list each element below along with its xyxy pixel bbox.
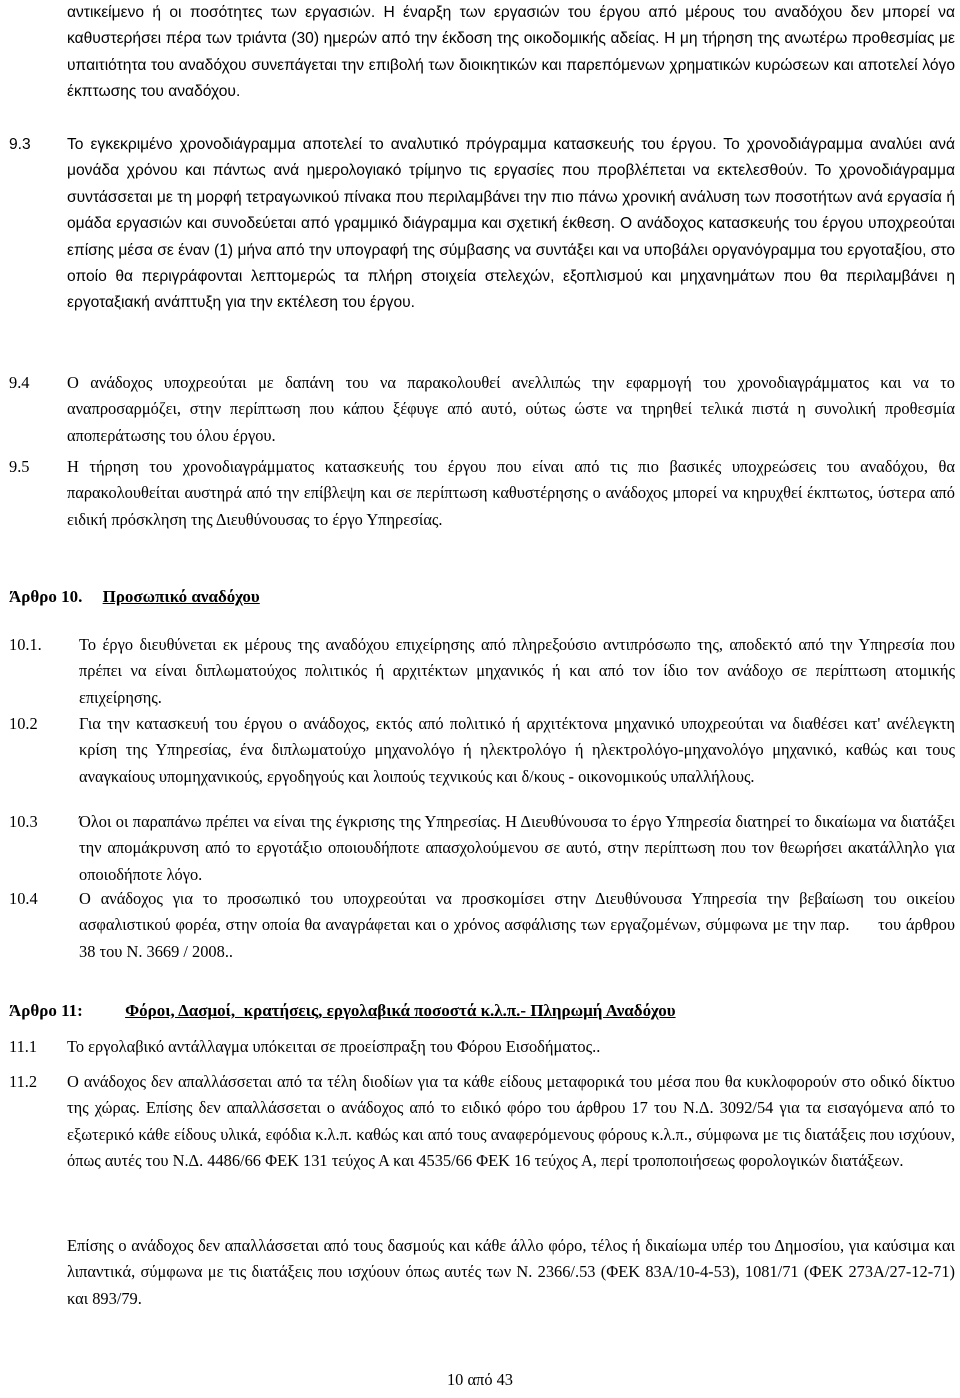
clause-9-5 <box>0 454 960 564</box>
clause-text: Όλοι οι παραπάνω πρέπει να είναι της έγκρισης της Υπηρεσίας. Η Διευθύνουσα το έργο Υπηρεσία διατηρεί το δικαίωμα να διατάξει την απομάκρυνση από το εργοτάξιο οποιουδήποτε απασχολούμενου σε αυτό, στην περίπτωση που τον θεωρήσει ακατάλληλο για οποιοδήποτε λόγο. <box>79 812 955 884</box>
clause-9-4 <box>0 370 960 450</box>
clause-text: Ο ανάδοχος υποχρεούται με δαπάνη του να παρακολουθεί ανελλιπώς την εφαρμογή του χρονοδιαγράμματος και να το αναπροσαρμόζει, στην περίπτωση που κάπου ξέφυγε από αυτό, ούτως ώστε να τηρηθεί τελικά πιστά η συνολική προθεσμία αποπεράτωσης του όλου έργου. <box>67 373 955 445</box>
clause-number: 9.5 <box>9 457 30 476</box>
clause-text: Το εργολαβικό αντάλλαγμα υπόκειται σε προείσπραξη του Φόρου Εισοδήματος.. <box>67 1037 601 1056</box>
clause-number: 10.2 <box>9 714 38 733</box>
clause-text: Η τήρηση του χρονοδιαγράμματος κατασκευής του έργου που είναι από τις πιο βασικές υποχρεώσεις του αναδόχου, θα παρακολουθείται αυστηρά από την επίβλεψη και σε περίπτωση καθυστέρησης ο ανάδοχος μπορεί να κηρυχθεί έκπτωτος, ύστερα από ειδική πρόσκληση της Διευθύνουσας το έργο Υπηρεσίας. <box>67 457 955 529</box>
clause-number: 10.1. <box>9 635 42 654</box>
article-title: Φόροι, Δασμοί, κρατήσεις, εργολαβικά ποσοστά κ.λ.π.- Πληρωμή Αναδόχου <box>125 1001 676 1020</box>
clause-text: Ο ανάδοχος για το προσωπικό του υποχρεούται να προσκομίσει στην Διευθύνουσα Υπηρεσία την βεβαίωση του οικείου ασφαλιστικού φορέα, στην οποία θα αναγράφεται και ο χρόνος ασφάλισης των εργαζομένων, σύμφωνα με την παρ. του άρθρου 38 του Ν. 3669 / 2008.. <box>79 889 960 961</box>
clause-10-2 <box>0 711 960 817</box>
clause-text: Το έργο διευθύνεται εκ μέρους της αναδόχου επιχείρησης από πληρεξούσιο αντιπρόσωπο της, αποδεκτό από την Υπηρεσία που πρέπει να είναι διπλωματούχος πολιτικός ή αρχιτέκτων μηχανικός ή και από τον ίδιο τον ανάδοχο σε περίπτωση ατομικής επιχείρησης. <box>79 635 955 707</box>
article-11-heading <box>9 998 676 1024</box>
clause-text: Το εγκεκριμένο χρονοδιάγραμμα αποτελεί το αναλυτικό πρόγραμμα κατασκευής του έργου. Το χρονοδιάγραμμα αναλύει ανά μονάδα χρόνου και πάντως ανά ημερολογιακό τρίμηνο τις εργασίες που προβλέπεται να εκτελεσθούν. Το χρονοδιάγραμμα συντάσσεται με τη μορφή τετραγωνικού πίνακα που περιλαμβάνει την πιο πάνω χρονική ανάλυση των ποσοτήτων ανά εργασία ή ομάδα εργασιών και συνοδεύεται από γραμμικό διάγραμμα και σχετική έκθεση. Ο ανάδοχος κατασκευής του έργου υποχρεούται επίσης μέσα σε έναν (1) μήνα από την υπογραφή της σύμβασης να συντάξει και να υποβάλει οργανόγραμμα του εργοταξίου, στο οποίο θα περιγράφονται λεπτομερώς τα πλήρη στοιχεία στελεχών, εξοπλισμού και μηχανημάτων που θα περιλαμβάνει η εργοταξιακή ανάπτυξη για την εκτέλεση του έργου. <box>67 136 955 312</box>
clause-11-1 <box>0 1034 960 1062</box>
clause-11-2 <box>0 1069 960 1229</box>
article-title: Προσωπικό αναδόχου <box>102 587 260 606</box>
clause-10-3 <box>0 809 960 889</box>
clause-number: 11.2 <box>9 1072 38 1091</box>
clause-text: Για την κατασκευή του έργου ο ανάδοχος, εκτός από πολιτικό ή αρχιτέκτονα μηχανικό υποχρεούται να διαθέσει κατ' ανέλεγκτη κρίση της Υπηρεσίας, ένα διπλωματούχο μηχανολόγο ή ηλεκτρολόγο ή ηλεκτρολόγο-μηχανολόγο μηχανικό, καθώς και τους αναγκαίους υπομηχανικούς, εργοδηγούς και λοιπούς τεχνικούς και δ/κους - οικονομικούς υπαλλήλους. <box>79 714 955 786</box>
clause-number: 9.3 <box>9 136 31 153</box>
article-11-extra-paragraph: Επίσης ο ανάδοχος δεν απαλλάσσεται από τους δασμούς και κάθε άλλο φόρο, τέλος ή δικαίωμα υπέρ του Δημοσίου, για καύσιμα και λιπαντικά, σύμφωνα με τις διατάξεις που ισχύουν όπως αυτές των Ν. 2366/.53 (ΦΕΚ 83Α/10-4-53), 1081/71 (ΦΕΚ 273Α/27-12-71) και 893/79. <box>67 1236 955 1308</box>
clause-9-3 <box>0 132 960 362</box>
page-number: 10 από 43 <box>446 1370 514 1389</box>
clause-number: 10.4 <box>9 889 38 908</box>
clause-10-4 <box>0 886 960 966</box>
article-10-heading <box>9 584 260 610</box>
intro-paragraph: αντικείμενο ή οι ποσότητες των εργασιών. Η έναρξη των εργασιών του έργου από μέρους του αναδόχου δεν μπορεί να καθυστερήσει πέρα των τριάντα (30) ημερών από την έκδοση της οικοδομικής αδείας. Η μη τήρηση της ανωτέρω προθεσμίας με υπαιτιότητα του αναδόχου συνεπάγεται την επιβολή των διοικητικών και παρεπόμενων χρηματικών κυρώσεων και αποτελεί λόγο έκπτωσης του αναδόχου. <box>67 4 955 101</box>
clause-number: 9.4 <box>9 373 30 392</box>
clause-number: 11.1 <box>9 1037 38 1056</box>
article-label: Άρθρο 10. <box>9 587 83 606</box>
article-label: Άρθρο 11: <box>9 1001 83 1020</box>
clause-text: Ο ανάδοχος δεν απαλλάσσεται από τα τέλη διοδίων για τα κάθε είδους μεταφορικά του μέσα που θα κυκλοφορούν στο οδικό δίκτυο της χώρας. Επίσης δεν απαλλάσσεται ο ανάδοχος από το ειδικό φόρο του άρθρου 17 του Ν.Δ. 3092/54 για τα εισαγόμενα από το εξωτερικό κάθε είδους υλικά, εφόδια κ.λ.π. καθώς και από τους αναφερόμενους φόρους κ.λ.π., σύμφωνα με τις διατάξεις που ισχύουν, όπως αυτές του Ν.Δ. 4486/66 ΦΕΚ 131 τεύχος Α και 4535/66 ΦΕΚ 16 τεύχος Α, περί τροποποιήσεως φορολογικών διατάξεων. <box>67 1072 955 1171</box>
clause-number: 10.3 <box>9 812 38 831</box>
clause-10-1 <box>0 632 960 712</box>
